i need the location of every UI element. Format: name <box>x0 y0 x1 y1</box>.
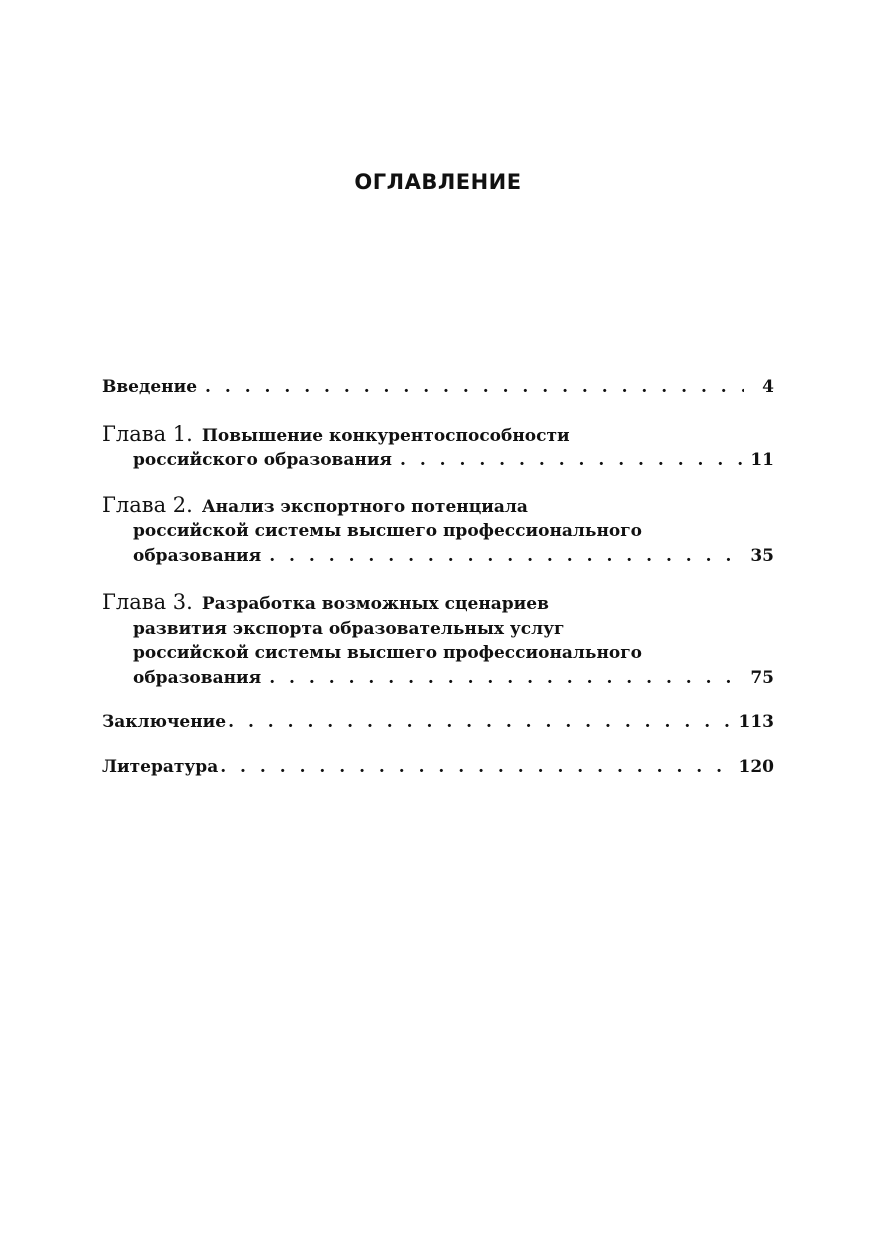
dot-leader <box>269 544 744 569</box>
toc-entry-title-line: российской системы высшего профессионального <box>133 521 642 541</box>
toc-line <box>102 519 774 544</box>
toc-entry-literature[interactable] <box>102 755 774 780</box>
toc-page-number: 11 <box>750 450 774 470</box>
toc-entry-title-line: образования <box>133 545 262 566</box>
toc-entry-chapter-3[interactable] <box>102 590 774 690</box>
toc-entry-conclusion[interactable] <box>102 710 774 735</box>
toc-line <box>102 448 774 473</box>
toc-line <box>102 666 774 691</box>
toc-page-number: 35 <box>750 545 774 566</box>
toc-entry-chapter-1[interactable] <box>102 422 774 473</box>
toc-entry-title-line: образования <box>133 667 262 688</box>
dot-leader <box>220 755 736 780</box>
toc-page-number: 4 <box>762 377 774 397</box>
chapter-label: Глава 1. <box>102 421 193 446</box>
toc-line <box>102 641 774 666</box>
toc-entry-title-line: Анализ экспортного потенциала <box>201 496 528 517</box>
toc-entry-title-line: Повышение конкурентоспособности <box>201 425 570 446</box>
toc-entry-chapter-2[interactable] <box>102 493 774 569</box>
dot-leader <box>228 710 736 735</box>
dot-leader <box>205 375 744 400</box>
toc-line <box>102 710 774 735</box>
toc-line <box>102 375 774 400</box>
table-of-contents <box>102 375 774 779</box>
dot-leader <box>269 666 744 691</box>
toc-entry-introduction[interactable] <box>102 375 774 400</box>
toc-line <box>102 590 774 617</box>
page-title: ОГЛАВЛЕНИЕ <box>354 170 522 194</box>
toc-entry-title-line: развития экспорта образовательных услуг <box>133 618 565 639</box>
toc-entry-title: Литература <box>102 756 219 777</box>
toc-page-number: 120 <box>738 756 774 777</box>
toc-entry-title: Введение <box>102 377 198 397</box>
chapter-label: Глава 2. <box>102 492 193 517</box>
toc-line <box>102 544 774 569</box>
toc-entry-title-line: российской системы высшего профессионального <box>133 643 642 663</box>
toc-entry-title-line: Разработка возможных сценариев <box>201 594 549 614</box>
toc-entry-title-line: российского образования <box>133 450 392 470</box>
toc-line <box>102 617 774 642</box>
toc-line <box>102 493 774 520</box>
chapter-label: Глава 3. <box>102 590 193 614</box>
toc-line <box>102 755 774 780</box>
toc-line <box>102 422 774 449</box>
toc-entry-title: Заключение <box>102 712 227 732</box>
toc-page-number: 75 <box>750 667 774 688</box>
toc-page-number: 113 <box>738 712 774 732</box>
dot-leader <box>400 448 744 473</box>
